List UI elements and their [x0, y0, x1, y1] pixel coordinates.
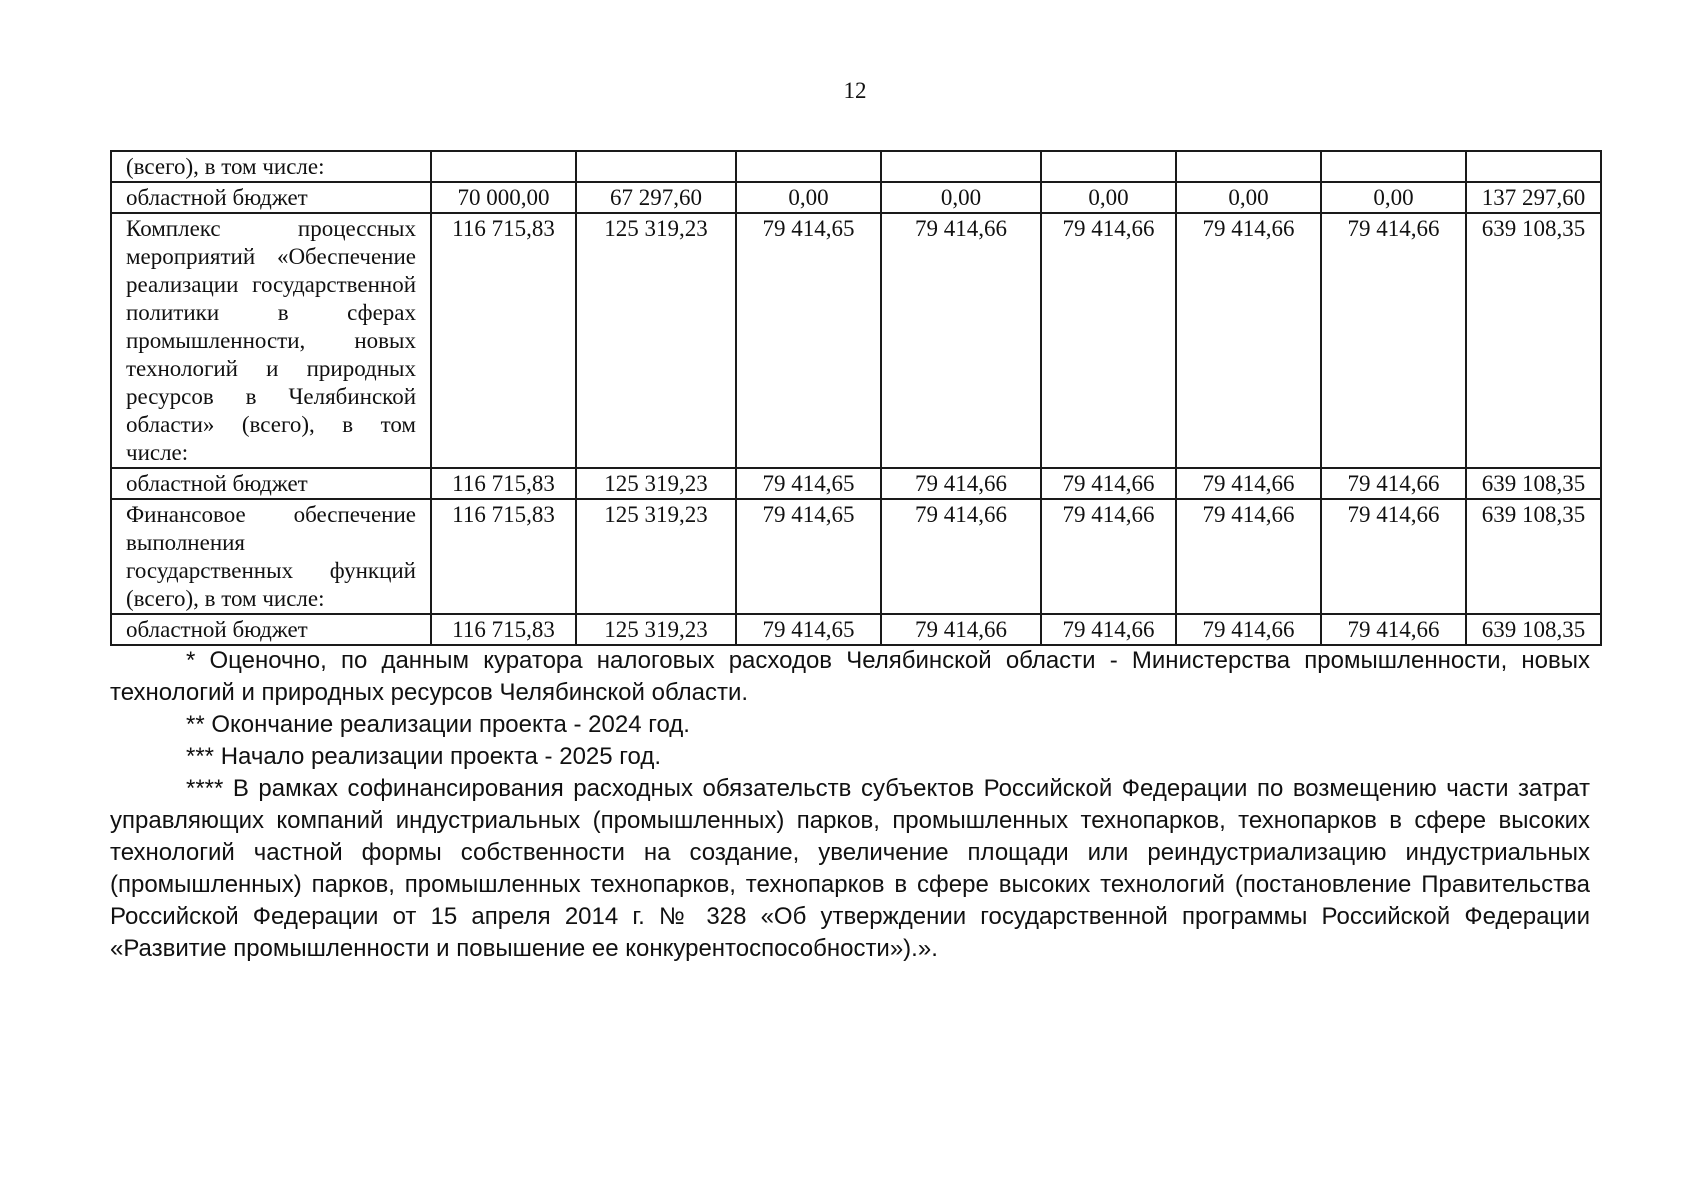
value-cell: 79 414,66 [1176, 499, 1321, 614]
value-cell: 79 414,66 [1321, 468, 1466, 499]
value-cell [1321, 151, 1466, 182]
footnote: ** Окончание реализации проекта - 2024 год. [186, 711, 690, 738]
value-cell [881, 151, 1041, 182]
value-cell: 137 297,60 [1466, 182, 1601, 213]
value-cell: 79 414,66 [1041, 213, 1176, 468]
value-cell: 79 414,66 [1321, 499, 1466, 614]
value-cell: 79 414,65 [736, 499, 881, 614]
value-cell: 116 715,83 [431, 614, 576, 645]
page-number: 12 [843, 78, 867, 103]
value-cell: 79 414,65 [736, 468, 881, 499]
footnote: *** Начало реализации проекта - 2025 год. [186, 743, 661, 770]
value-cell: 125 319,23 [576, 468, 736, 499]
value-cell: 116 715,83 [431, 213, 576, 468]
value-cell: 79 414,66 [881, 213, 1041, 468]
value-cell: 116 715,83 [431, 468, 576, 499]
value-cell: 0,00 [1321, 182, 1466, 213]
value-cell [1041, 151, 1176, 182]
value-cell: 79 414,66 [881, 499, 1041, 614]
value-cell: 639 108,35 [1466, 499, 1601, 614]
value-cell: 79 414,65 [736, 213, 881, 468]
value-cell: 70 000,00 [431, 182, 576, 213]
value-cell [1466, 151, 1601, 182]
row-label: (всего), в том числе: [111, 151, 431, 182]
table-row [111, 213, 1601, 468]
value-cell [1176, 151, 1321, 182]
value-cell: 79 414,66 [1176, 213, 1321, 468]
value-cell: 79 414,65 [736, 614, 881, 645]
table-row [111, 499, 1601, 614]
value-cell: 79 414,66 [1176, 468, 1321, 499]
value-cell: 0,00 [736, 182, 881, 213]
row-label: областной бюджет [111, 468, 431, 499]
value-cell [431, 151, 576, 182]
row-label: Финансовое обеспечение выполнения государственных функций (всего), в том числе: [111, 499, 431, 614]
value-cell: 125 319,23 [576, 213, 736, 468]
value-cell: 116 715,83 [431, 499, 576, 614]
footnote: * Оценочно, по данным куратора налоговых расходов Челябинской области - Министерства промышленности, новых технологий и природных ресурсов Челябинской области. [110, 647, 1590, 706]
table-row [111, 151, 1601, 182]
value-cell: 79 414,66 [881, 614, 1041, 645]
value-cell: 639 108,35 [1466, 213, 1601, 468]
value-cell: 79 414,66 [1176, 614, 1321, 645]
value-cell: 79 414,66 [1041, 468, 1176, 499]
value-cell [736, 151, 881, 182]
row-label: областной бюджет [111, 182, 431, 213]
table-body [111, 151, 1601, 645]
value-cell: 79 414,66 [1321, 614, 1466, 645]
value-cell: 67 297,60 [576, 182, 736, 213]
footnote: **** В рамках софинансирования расходных обязательств субъектов Российской Федерации по возмещению части затрат управляющих компаний индустриальных (промышленных) парков, промышленных технопарков, технопарков в сфере высоких технологий частной формы собственности на создание, увеличение площади или реиндустриализацию индустриальных (промышленных) парков, промышленных технопарков, технопарков в сфере высоких технологий (постановление Правительства Российской Федерации от 15 апреля 2014 г. № 328 «Об утверждении государственной программы Российской Федерации «Развитие промышленности и повышение ее конкурентоспособности»).». [110, 775, 1590, 962]
row-label: Комплекс процессных мероприятий «Обеспечение реализации государственной политики в сферах промышленности, новых технологий и природных ресурсов в Челябинской области» (всего), в том числе: [111, 213, 431, 468]
table-row [111, 182, 1601, 213]
value-cell: 0,00 [1176, 182, 1321, 213]
value-cell: 79 414,66 [1041, 614, 1176, 645]
value-cell: 639 108,35 [1466, 468, 1601, 499]
value-cell: 79 414,66 [1041, 499, 1176, 614]
table-row [111, 614, 1601, 645]
value-cell: 125 319,23 [576, 614, 736, 645]
value-cell: 125 319,23 [576, 499, 736, 614]
value-cell: 79 414,66 [1321, 213, 1466, 468]
value-cell: 79 414,66 [881, 468, 1041, 499]
value-cell: 0,00 [881, 182, 1041, 213]
value-cell: 639 108,35 [1466, 614, 1601, 645]
value-cell [576, 151, 736, 182]
footnotes [110, 645, 1590, 965]
table-row [111, 468, 1601, 499]
row-label: областной бюджет [111, 614, 431, 645]
value-cell: 0,00 [1041, 182, 1176, 213]
budget-table [110, 150, 1602, 646]
